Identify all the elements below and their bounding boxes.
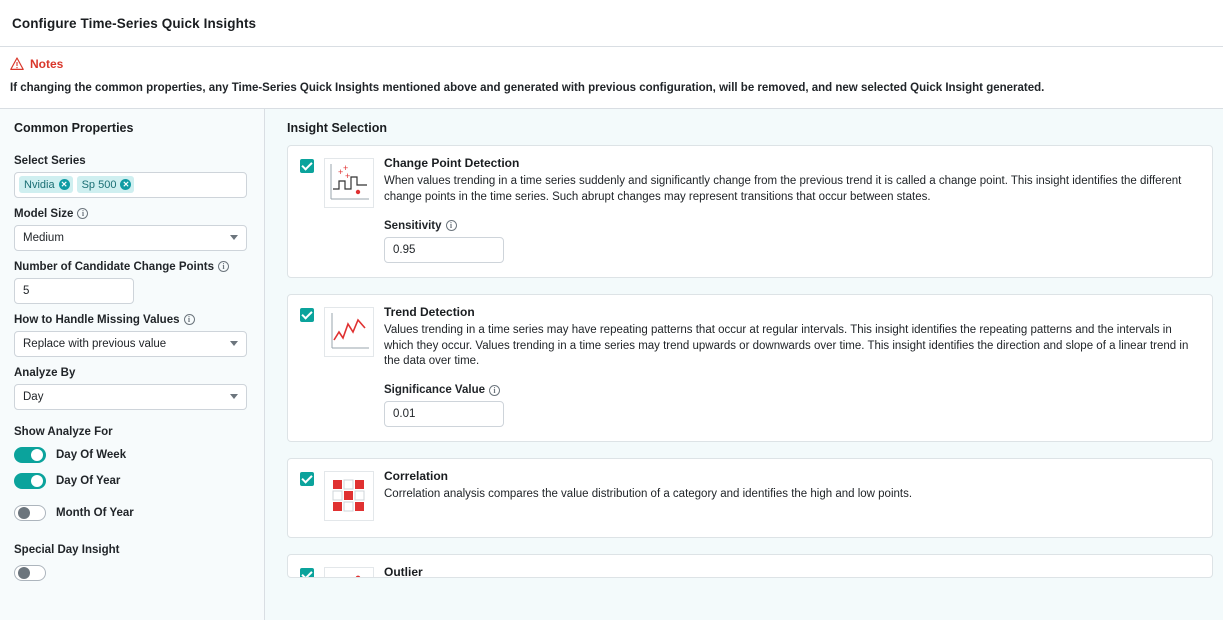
common-properties-title: Common Properties bbox=[14, 120, 134, 135]
show-analyze-for-label: Show Analyze For bbox=[14, 425, 113, 438]
significance-value-label bbox=[384, 384, 1200, 396]
svg-text:+: + bbox=[343, 162, 349, 173]
page-title: Configure Time-Series Quick Insights bbox=[12, 15, 257, 31]
toggle-day-of-week-label: Day Of Week bbox=[56, 448, 127, 461]
toggle-row-day-of-week[interactable] bbox=[14, 446, 250, 464]
analyze-by-label-text: Analyze By bbox=[14, 366, 76, 379]
toggle-day-of-year-label: Day Of Year bbox=[56, 474, 121, 487]
insight-card-trend-detection[interactable] bbox=[287, 294, 1213, 443]
insight-card-body bbox=[384, 469, 1200, 523]
model-size-select[interactable] bbox=[14, 225, 247, 251]
insight-description: Values trending in a time series may have repeating patterns that occur at regular intervals. This insight identifies the repeating patterns and the intervals in which they occur. Values trending in a time series may trend upwards or downwards over time. This insight identifies the direction and slope of a linear trend in the data over time. bbox=[384, 323, 1189, 368]
select-series-input[interactable] bbox=[14, 172, 247, 198]
insight-selection-pane bbox=[265, 109, 1223, 620]
remove-token-icon[interactable]: ✕ bbox=[59, 179, 70, 190]
outlier-chart-icon bbox=[324, 567, 374, 578]
notes-label: Notes bbox=[30, 57, 64, 71]
change-point-chart-icon bbox=[324, 158, 374, 208]
insight-card-body bbox=[384, 565, 1200, 577]
insight-checkbox[interactable] bbox=[300, 472, 314, 486]
insight-checkbox[interactable] bbox=[300, 308, 314, 322]
notes-header bbox=[10, 57, 1213, 71]
candidate-change-points-value: 5 bbox=[23, 284, 30, 297]
model-size-label-text: Model Size bbox=[14, 207, 74, 220]
significance-value-label-text: Significance Value bbox=[384, 384, 485, 397]
insight-card-correlation[interactable] bbox=[287, 458, 1213, 538]
sensitivity-value: 0.95 bbox=[393, 243, 416, 256]
toggle-row-special-day-insight[interactable] bbox=[14, 564, 250, 582]
info-icon[interactable]: i bbox=[77, 208, 88, 219]
candidate-change-points-input[interactable] bbox=[14, 278, 134, 304]
insight-title: Change Point Detection bbox=[384, 155, 520, 170]
sensitivity-label bbox=[384, 220, 1200, 232]
select-series-label-text: Select Series bbox=[14, 154, 86, 167]
page-header bbox=[0, 0, 1223, 47]
info-icon[interactable]: i bbox=[489, 385, 500, 396]
insight-checkbox[interactable] bbox=[300, 568, 314, 578]
toggle-row-day-of-year[interactable] bbox=[14, 472, 250, 490]
toggle-day-of-week[interactable] bbox=[14, 447, 46, 463]
insight-card-outlier[interactable] bbox=[287, 554, 1213, 578]
toggle-month-of-year[interactable] bbox=[14, 505, 46, 521]
insight-description: Correlation analysis compares the value distribution of a category and identifies the high and low points. bbox=[384, 488, 913, 501]
missing-values-label bbox=[14, 314, 250, 326]
series-token[interactable] bbox=[19, 176, 73, 193]
analyze-by-select[interactable] bbox=[14, 384, 247, 410]
model-size-value: Medium bbox=[23, 231, 64, 244]
warning-triangle-icon bbox=[10, 57, 24, 71]
common-properties-pane bbox=[0, 109, 265, 620]
missing-values-value: Replace with previous value bbox=[23, 337, 167, 350]
analyze-by-value: Day bbox=[23, 390, 44, 403]
select-series-label bbox=[14, 155, 250, 167]
chevron-down-icon bbox=[230, 341, 238, 346]
chevron-down-icon bbox=[230, 394, 238, 399]
insight-description: When values trending in a time series suddenly and significantly change from the previous trend it is called a change point. This insight identifies the different change points in the time series. Such abrupt changes may represent transitions that occur between states. bbox=[384, 174, 1182, 203]
series-token-label: Nvidia bbox=[24, 178, 55, 191]
analyze-by-label bbox=[14, 367, 250, 379]
insight-card-change-point-detection[interactable] bbox=[287, 145, 1213, 278]
insight-card-body bbox=[384, 156, 1200, 263]
insight-title: Trend Detection bbox=[384, 304, 475, 319]
info-icon[interactable]: i bbox=[218, 261, 229, 272]
series-token-label: Sp 500 bbox=[81, 178, 117, 191]
series-token[interactable] bbox=[77, 176, 135, 193]
insight-title: Outlier bbox=[384, 565, 423, 579]
svg-text:+: + bbox=[345, 170, 351, 181]
svg-text:+: + bbox=[338, 166, 344, 177]
info-icon[interactable]: i bbox=[446, 220, 457, 231]
significance-value-input[interactable] bbox=[384, 401, 504, 427]
insight-selection-title: Insight Selection bbox=[287, 120, 388, 135]
insight-card-body bbox=[384, 305, 1200, 428]
missing-values-select[interactable] bbox=[14, 331, 247, 357]
info-icon[interactable]: i bbox=[184, 314, 195, 325]
toggle-row-month-of-year[interactable] bbox=[14, 504, 250, 522]
toggle-month-of-year-label: Month Of Year bbox=[56, 506, 134, 519]
notes-section bbox=[0, 47, 1223, 109]
notes-text: If changing the common properties, any Time-Series Quick Insights mentioned above and generated with previous configuration, will be removed, and new selected Quick Insight generated. bbox=[10, 82, 1045, 94]
correlation-matrix-icon bbox=[324, 471, 374, 521]
chevron-down-icon bbox=[230, 235, 238, 240]
toggle-special-day-insight[interactable] bbox=[14, 565, 46, 581]
significance-value: 0.01 bbox=[393, 408, 416, 421]
missing-values-label-text: How to Handle Missing Values bbox=[14, 313, 180, 326]
model-size-label bbox=[14, 208, 250, 220]
trend-line-chart-icon bbox=[324, 307, 374, 357]
page-body bbox=[0, 109, 1223, 620]
candidate-change-points-label-text: Number of Candidate Change Points bbox=[14, 260, 214, 273]
insight-checkbox[interactable] bbox=[300, 159, 314, 173]
sensitivity-label-text: Sensitivity bbox=[384, 219, 442, 232]
remove-token-icon[interactable]: ✕ bbox=[120, 179, 131, 190]
insight-title: Correlation bbox=[384, 469, 449, 484]
toggle-day-of-year[interactable] bbox=[14, 473, 46, 489]
sensitivity-input[interactable] bbox=[384, 237, 504, 263]
candidate-change-points-label bbox=[14, 261, 250, 273]
special-day-insight-label: Special Day Insight bbox=[14, 543, 120, 556]
